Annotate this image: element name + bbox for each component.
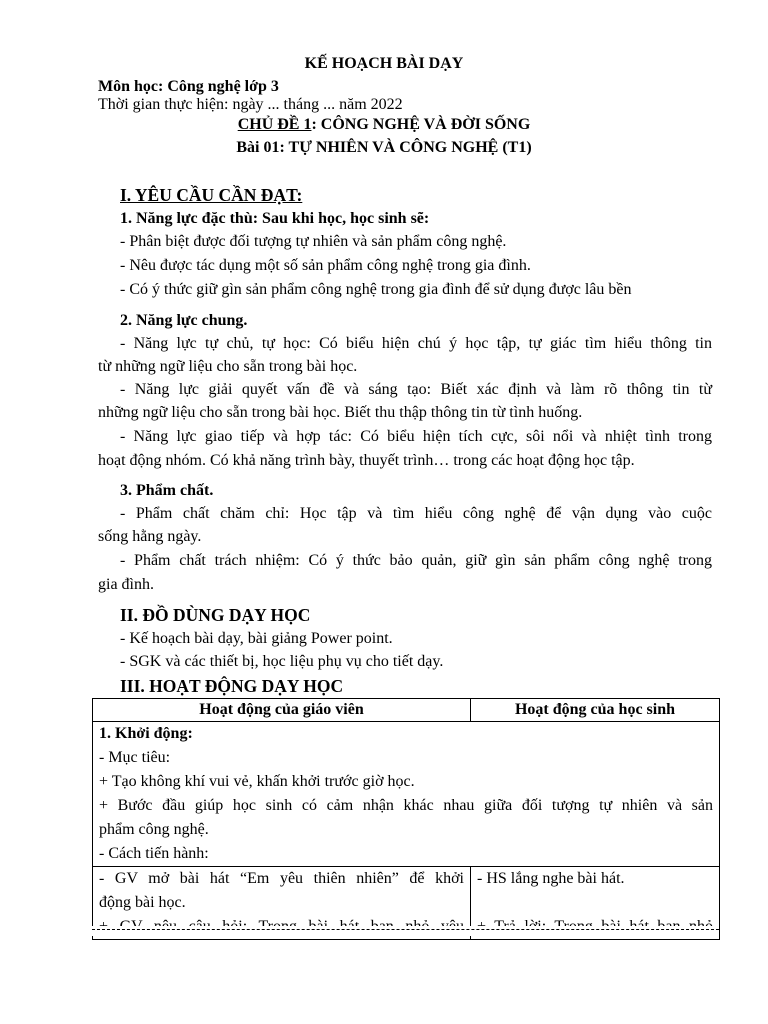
list-item: - SGK và các thiết bị, học liệu phụ vụ cho tiết dạy.: [120, 653, 444, 670]
page-cut-mask: [92, 926, 719, 936]
list-item: - Có ý thức giữ gìn sản phẩm công nghệ trong gia đình để sử dụng được lâu bền: [120, 281, 632, 298]
paragraph-line: hoạt động nhóm. Có khả năng trình bày, thuyết trình… trong các hoạt động học tập.: [98, 452, 635, 469]
paragraph-line: - Năng lực giải quyết vấn đề và sáng tạo: Biết xác định và làm rõ thông tin từ: [120, 381, 712, 398]
subject-line: Môn học: Công nghệ lớp 3: [98, 78, 279, 95]
page-break-line: [92, 929, 719, 930]
paragraph-line: - Năng lực giao tiếp và hợp tác: Có biểu hiện tích cực, sôi nổi và nhiệt tình trong: [120, 428, 712, 445]
paragraph-line: những ngữ liệu cho sẵn trong bài học. Biết thu thập thông tin từ tình huống.: [98, 404, 583, 421]
list-item: - Kế hoạch bài dạy, bài giảng Power point.: [120, 630, 393, 647]
paragraph-line: sống hằng ngày.: [98, 528, 202, 545]
list-item: - Phân biệt được đối tượng tự nhiên và sản phẩm công nghệ.: [120, 233, 507, 250]
table-header-row: [93, 699, 720, 722]
section-1-heading: I. YÊU CẦU CẦN ĐẠT:: [120, 185, 303, 205]
section-1-sub2: 2. Năng lực chung.: [120, 312, 248, 329]
teacher-line-1: - GV mở bài hát “Em yêu thiên nhiên” để khởi: [99, 870, 464, 887]
lesson-title: Bài 01: TỰ NHIÊN VÀ CÔNG NGHỆ (T1): [236, 139, 532, 156]
startup-goal-1: + Tạo không khí vui vẻ, khấn khởi trước giờ học.: [99, 773, 415, 790]
paragraph-line: từ những ngữ liệu cho sẵn trong bài học.: [98, 358, 358, 375]
document-title: KẾ HOẠCH BÀI DẠY: [304, 55, 464, 72]
paragraph-line: - Phẩm chất trách nhiệm: Có ý thức bảo quản, giữ gìn sản phẩm công nghệ trong: [120, 552, 712, 569]
startup-title: 1. Khởi động:: [99, 725, 193, 742]
topic-rest: : CÔNG NGHỆ VÀ ĐỜI SỐNG: [311, 116, 531, 133]
section-2-heading: II. ĐỒ DÙNG DẠY HỌC: [120, 605, 311, 625]
paragraph-line: - Năng lực tự chủ, tự học: Có biểu hiện chú ý học tập, tự giác tìm hiểu thông tin: [120, 335, 712, 352]
startup-method: - Cách tiến hành:: [99, 845, 209, 862]
paragraph-line: - Phẩm chất chăm chỉ: Học tập và tìm hiểu công nghệ để vận dụng vào cuộc: [120, 505, 712, 522]
column-header-student: Hoạt động của học sinh: [471, 699, 720, 722]
student-line-1: - HS lắng nghe bài hát.: [477, 870, 625, 887]
topic-label: CHỦ ĐỀ 1: [237, 116, 312, 133]
teacher-line-2: động bài học.: [99, 894, 186, 911]
startup-goal-2-line-2: phẩm công nghệ.: [99, 821, 209, 838]
section-1-sub3: 3. Phẩm chất.: [120, 482, 214, 499]
startup-goal-2-line-1: + Bước đầu giúp học sinh có cảm nhận khác nhau giữa đối tượng tự nhiên và sản: [99, 797, 713, 814]
startup-cell: [93, 722, 720, 867]
paragraph-line: gia đình.: [98, 576, 154, 593]
section-3-heading: III. HOẠT ĐỘNG DẠY HỌC: [120, 676, 344, 696]
activity-table: [92, 698, 720, 940]
column-header-teacher: Hoạt động của giáo viên: [93, 699, 471, 722]
time-line: Thời gian thực hiện: ngày ... tháng ... năm 2022: [98, 96, 403, 113]
startup-goal: - Mục tiêu:: [99, 749, 171, 766]
section-1-sub1: 1. Năng lực đặc thù: Sau khi học, học sinh sẽ:: [120, 210, 430, 227]
table-row: [93, 722, 720, 867]
topic-line: [0, 115, 768, 135]
list-item: - Nêu được tác dụng một số sản phẩm công nghệ trong gia đình.: [120, 257, 531, 274]
